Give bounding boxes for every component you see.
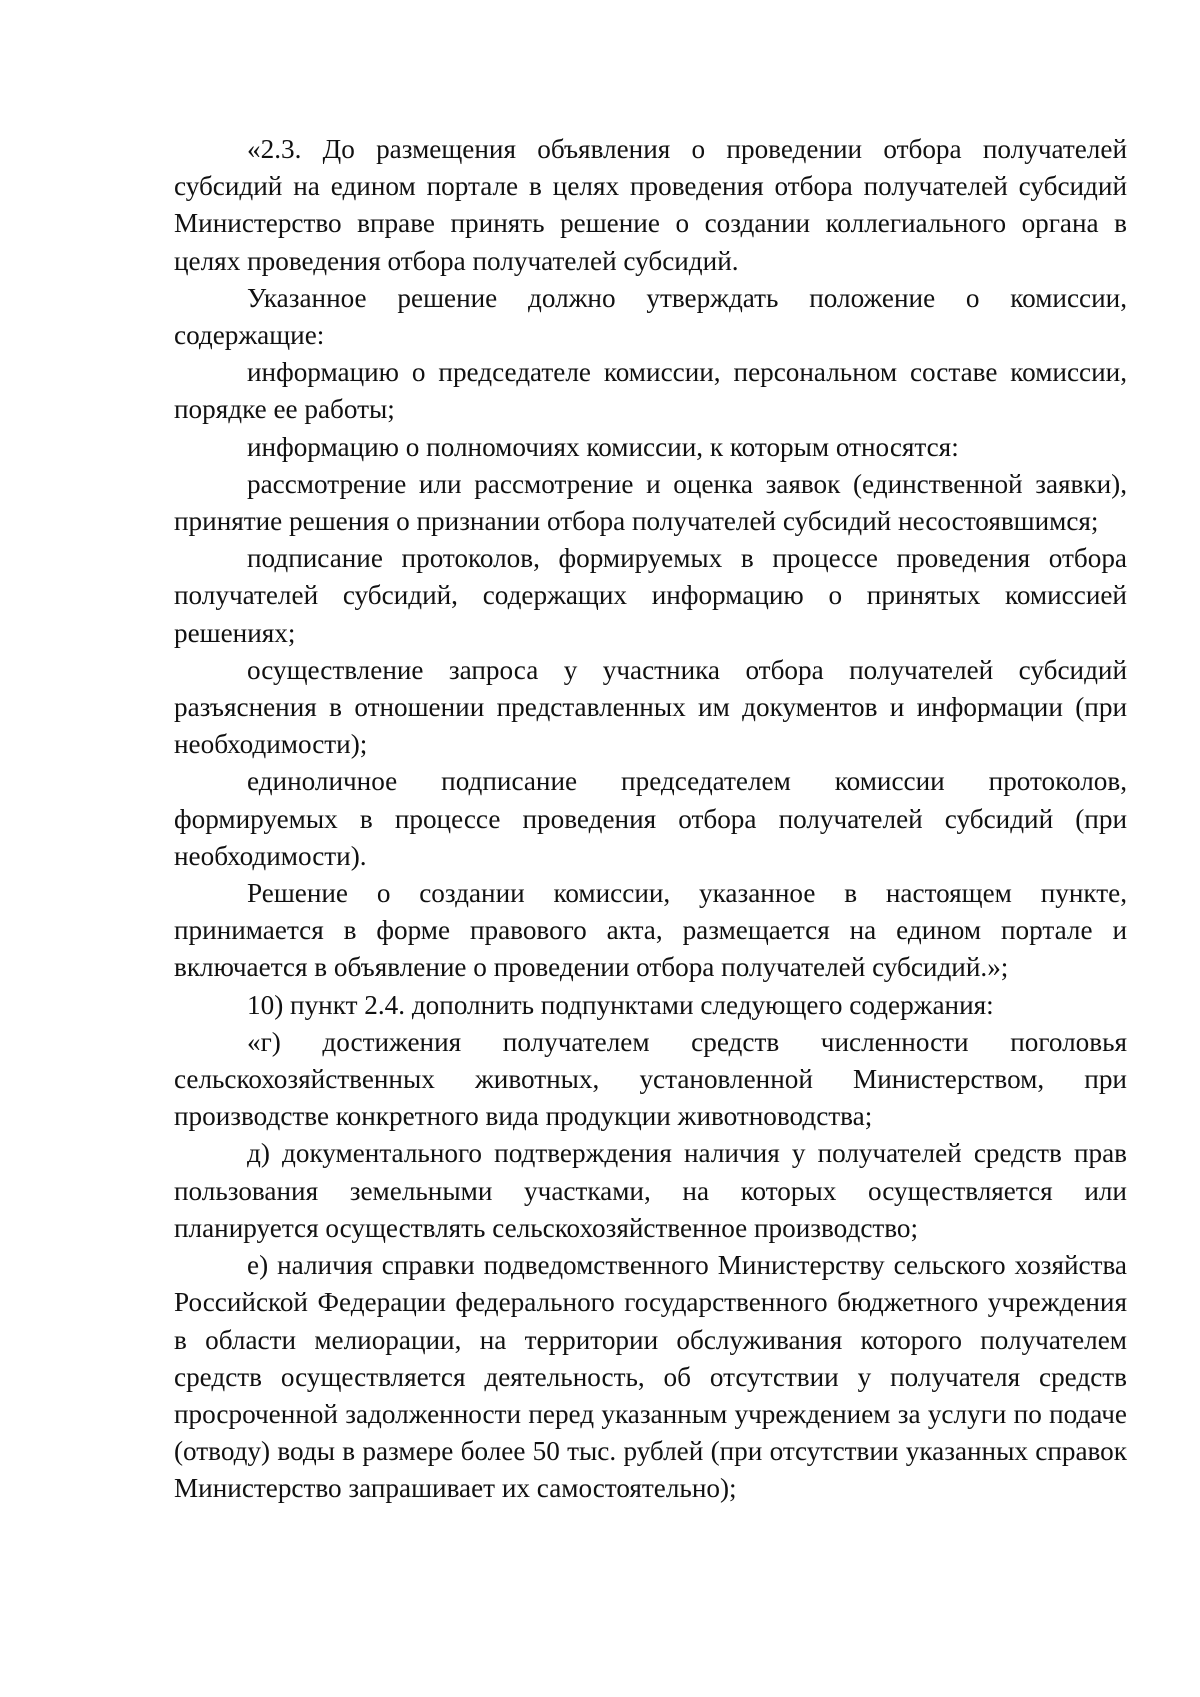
- paragraph-review-applications: рассмотрение или рассмотрение и оценка заявок (единственной заявки), принятие решения о признании отбора получателей субсидий несостоявшимся;: [174, 468, 1127, 537]
- paragraph-subitem-e: е) наличия справки подведомственного Министерству сельского хозяйства Российской Федерации федерального государственного бюджетного учреждения в области мелиорации, на территории обслуживания которого получателем средств осуществляется деятельность, об отсутствии у получателя средств просроченной задолженности перед указанным учреждением за услуги по подаче (отводу) воды в размере более 50 тыс. рублей (при отсутствии указанных справок Министерство запрашивает их самостоятельно);: [174, 1250, 1127, 1504]
- document-page: [174, 131, 1127, 1508]
- paragraph-sign-protocols: подписание протоколов, формируемых в процессе проведения отбора получателей субсидий, содержащих информацию о принятых комиссией решениях;: [174, 543, 1127, 648]
- paragraph-powers-info: информацию о полномочиях комиссии, к которым относятся:: [247, 431, 959, 462]
- paragraph-subitem-d: д) документального подтверждения наличия у получателей средств прав пользования земельными участками, на которых осуществляется или планируется осуществлять сельскохозяйственное производство;: [174, 1138, 1127, 1243]
- paragraph-sole-signing: единоличное подписание председателем комиссии протоколов, формируемых в процессе проведения отбора получателей субсидий (при необходимости).: [174, 766, 1127, 871]
- paragraph-2-3-intro: «2.3. До размещения объявления о проведении отбора получателей субсидий на едином портале в целях проведения отбора получателей субсидий Министерство вправе принять решение о создании коллегиального органа в целях проведения отбора получателей субсидий.: [174, 134, 1127, 276]
- paragraph-clarification-request: осуществление запроса у участника отбора получателей субсидий разъяснения в отношении представленных им документов и информации (при необходимости);: [174, 654, 1127, 760]
- paragraph-item-10: 10) пункт 2.4. дополнить подпунктами следующего содержания:: [247, 989, 994, 1020]
- paragraph-chairman-info: информацию о председателе комиссии, персональном составе комиссии, порядке ее работы;: [174, 357, 1127, 425]
- paragraph-decision-requirements: Указанное решение должно утверждать положение о комиссии, содержащие:: [174, 282, 1127, 351]
- paragraph-decision-publication: Решение о создании комиссии, указанное в настоящем пункте, принимается в форме правового акта, размещается на едином портале и включается в объявление о проведении отбора получателей субсидий.»;: [174, 878, 1127, 983]
- paragraph-subitem-g: «г) достижения получателем средств численности поголовья сельскохозяйственных животных, установленной Министерством, при производстве конкретного вида продукции животноводства;: [174, 1026, 1127, 1132]
